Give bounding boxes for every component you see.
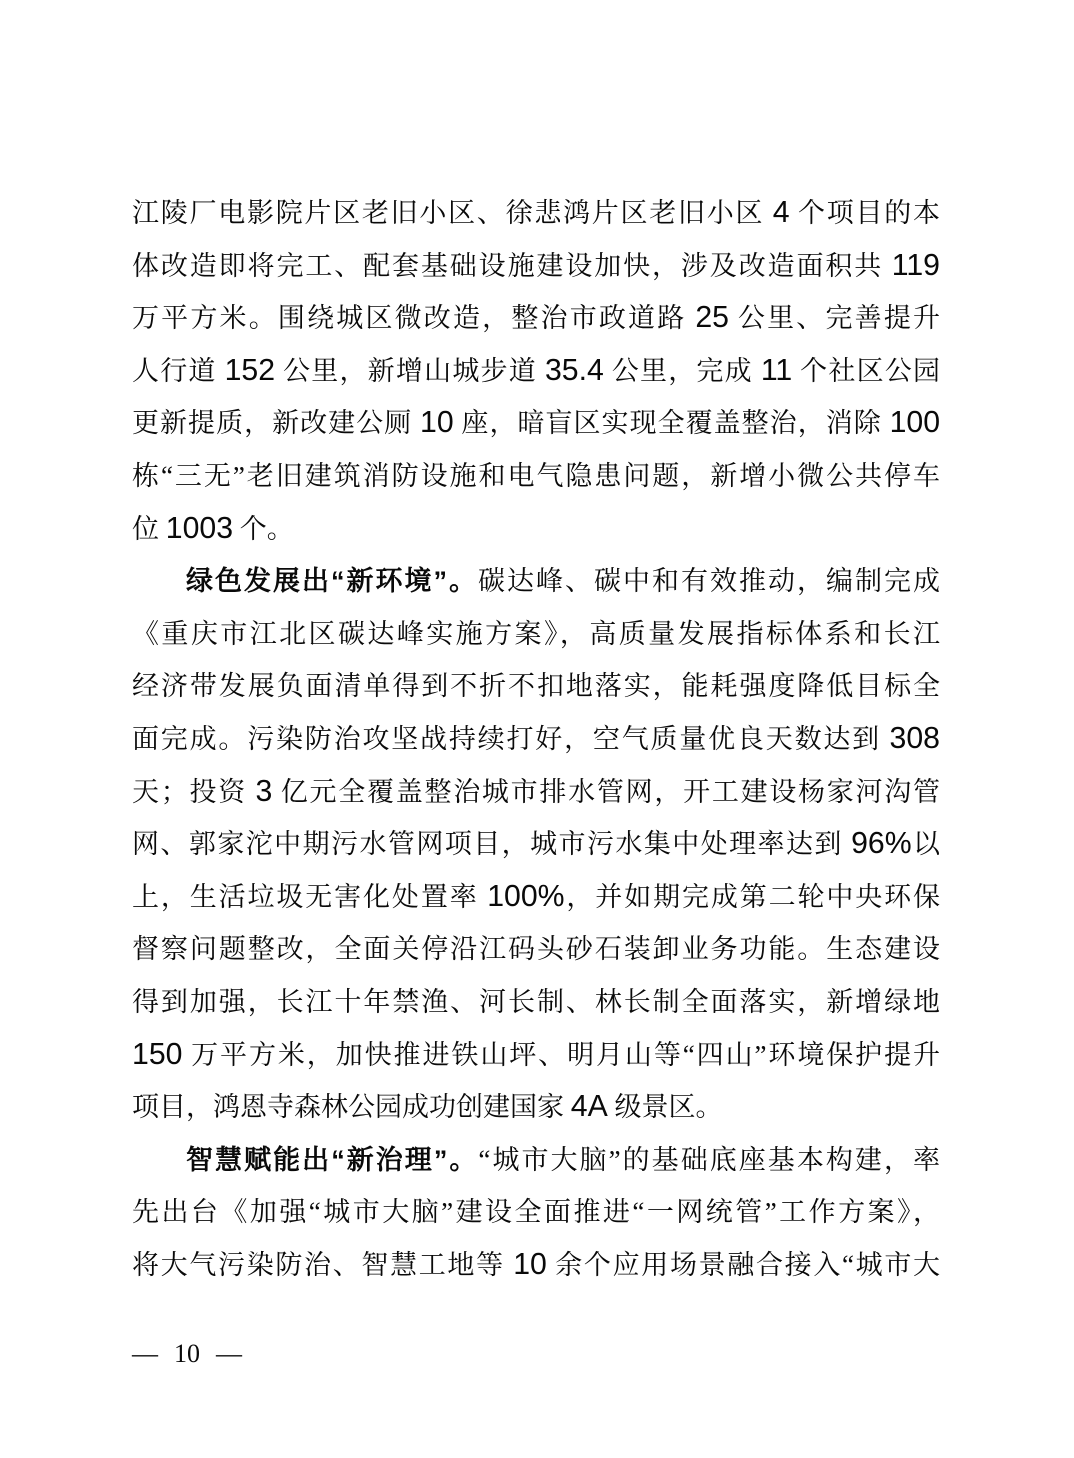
text-line [132,503,940,556]
body-text: 将大气污染防治、智慧工地等 10 余个应用场景融合接入“城市大 [132,1247,940,1281]
page-footer [132,1338,242,1370]
body-text: 人行道 152 公里，新增山城步道 35.4 公里，完成 11 个社区公园 [132,353,941,387]
numeral: 10 [513,1247,547,1281]
numeral: 35.4 [544,353,604,387]
paragraph [132,555,940,1134]
text-line [132,1081,940,1134]
page-number: 10 [174,1339,200,1368]
text-line [132,240,940,293]
numeral: 100% [487,879,565,913]
text-line [132,976,940,1029]
body-text: 150 万平方米，加快推进铁山坪、明月山等“四山”环境保护提升 [132,1037,940,1071]
numeral: 3 [255,774,273,808]
numeral: 25 [695,301,729,335]
body-text: 项目，鸿恩寺森林公园成功创建国家 4A 级景区。 [132,1090,723,1124]
document-body [132,187,940,1291]
body-text: 江陵厂电影院片区老旧小区、徐悲鸿片区老旧小区 4 个项目的本 [132,196,941,229]
text-line [132,397,940,450]
numeral: 152 [224,353,276,387]
body-text: 体改造即将完工、配套基础设施建设加快，涉及改造面积共 119 [132,248,940,282]
text-line [132,1029,940,1082]
body-text: 先出台《加强“城市大脑”建设全面推进“一网统管”工作方案》， [132,1197,940,1228]
body-text: 得到加强，长江十年禁渔、河长制、林长制全面落实，新增绿地 [132,986,940,1017]
text-line [132,1134,940,1187]
text-line [132,292,940,345]
text-line [132,187,940,240]
numeral: 119 [891,248,940,282]
numeral: 100 [889,406,941,440]
numeral: 1003 [165,511,234,545]
body-text: 经济带发展负面清单得到不折不扣地落实，能耗强度降低目标全 [132,671,940,702]
body-text: 万平方米。围绕城区微改造，整治市政道路 25 公里、完善提升 [132,301,941,335]
bold-heading-text: 智慧赋能出“新治理”。 [186,1144,479,1175]
paragraph [132,187,940,555]
text-line [132,1239,940,1292]
text-line [132,766,940,819]
body-text: 《重庆市江北区碳达峰实施方案》，高质量发展指标体系和长江 [132,618,940,649]
numeral: 308 [889,721,940,755]
paragraph [132,1134,940,1292]
numeral: 96% [851,827,912,861]
footer-dash-right: — [216,1339,242,1368]
numeral: 11 [760,353,793,387]
body-text: 天；投资 3 亿元全覆盖整治城市排水管网，开工建设杨家河沟管 [132,774,941,808]
text-line [132,818,940,871]
text-line [132,871,940,924]
numeral: 4 [772,196,790,229]
text-line [132,923,940,976]
body-text: 面完成。污染防治攻坚战持续打好，空气质量优良天数达到 308 [132,721,940,755]
text-line [132,345,940,398]
numeral: 10 [420,406,454,440]
body-text: 网、郭家沱中期污水管网项目，城市污水集中处理率达到 96%以 [132,827,941,861]
text-line [132,713,940,766]
numeral: 150 [132,1037,183,1071]
text-line [132,450,940,503]
text-line [132,608,940,661]
body-text: 督察问题整改，全面关停沿江码头砂石装卸业务功能。生态建设 [132,934,940,965]
body-text: 上，生活垃圾无害化处置率 100%，并如期完成第二轮中央环保 [132,879,941,913]
bold-heading-text: 绿色发展出“新环境”。 [186,566,478,597]
numeral: 4A [570,1090,608,1124]
text-line [132,555,940,608]
text-line [132,660,940,713]
body-text: “城市大脑”的基础底座基本构建，率 [478,1144,941,1175]
footer-dash-left: — [132,1339,158,1368]
body-text: 碳达峰、碳中和有效推动，编制完成 [478,566,940,597]
body-text: 位 1003 个。 [132,511,294,545]
body-text: 栋“三无”老旧建筑消防设施和电气隐患问题，新增小微公共停车 [132,460,940,491]
body-text: 更新提质，新改建公厕 10 座，暗盲区实现全覆盖整治，消除 100 [132,406,941,440]
text-line [132,1186,940,1239]
